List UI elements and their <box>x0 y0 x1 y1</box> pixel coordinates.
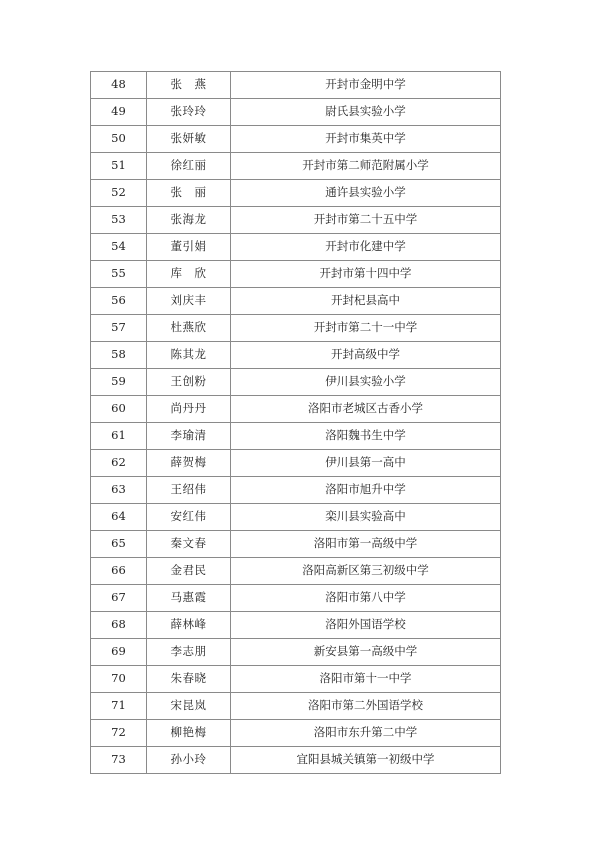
person-name: 李瑜清 <box>147 423 231 450</box>
row-number: 71 <box>91 693 147 720</box>
table-row <box>91 342 501 369</box>
table-row <box>91 153 501 180</box>
table-row <box>91 423 501 450</box>
school-name: 洛阳市第八中学 <box>231 585 501 612</box>
table-row <box>91 477 501 504</box>
table-row <box>91 504 501 531</box>
school-name: 通许县实验小学 <box>231 180 501 207</box>
person-name: 马惠霞 <box>147 585 231 612</box>
school-name: 洛阳市第二外国语学校 <box>231 693 501 720</box>
roster-sheet <box>90 71 500 774</box>
roster-table-body <box>91 72 501 774</box>
table-row <box>91 450 501 477</box>
table-row <box>91 396 501 423</box>
school-name: 洛阳高新区第三初级中学 <box>231 558 501 585</box>
table-row <box>91 693 501 720</box>
row-number: 50 <box>91 126 147 153</box>
row-number: 59 <box>91 369 147 396</box>
table-row <box>91 207 501 234</box>
table-row <box>91 612 501 639</box>
table-row <box>91 720 501 747</box>
school-name: 洛阳市东升第二中学 <box>231 720 501 747</box>
school-name: 栾川县实验高中 <box>231 504 501 531</box>
table-row <box>91 288 501 315</box>
row-number: 63 <box>91 477 147 504</box>
row-number: 55 <box>91 261 147 288</box>
row-number: 69 <box>91 639 147 666</box>
row-number: 57 <box>91 315 147 342</box>
row-number: 58 <box>91 342 147 369</box>
table-row <box>91 180 501 207</box>
school-name: 开封市金明中学 <box>231 72 501 99</box>
school-name: 洛阳外国语学校 <box>231 612 501 639</box>
person-name: 柳艳梅 <box>147 720 231 747</box>
table-row <box>91 234 501 261</box>
person-name: 朱春晓 <box>147 666 231 693</box>
school-name: 伊川县第一高中 <box>231 450 501 477</box>
person-name: 尚丹丹 <box>147 396 231 423</box>
row-number: 54 <box>91 234 147 261</box>
person-name: 金君民 <box>147 558 231 585</box>
row-number: 70 <box>91 666 147 693</box>
school-name: 伊川县实验小学 <box>231 369 501 396</box>
person-name: 张海龙 <box>147 207 231 234</box>
table-row <box>91 126 501 153</box>
school-name: 尉氏县实验小学 <box>231 99 501 126</box>
person-name: 宋昆岚 <box>147 693 231 720</box>
school-name: 洛阳市老城区古香小学 <box>231 396 501 423</box>
row-number: 67 <box>91 585 147 612</box>
table-row <box>91 639 501 666</box>
table-row <box>91 315 501 342</box>
table-row <box>91 666 501 693</box>
person-name: 秦文春 <box>147 531 231 558</box>
school-name: 洛阳市旭升中学 <box>231 477 501 504</box>
school-name: 开封市集英中学 <box>231 126 501 153</box>
school-name: 开封市第十四中学 <box>231 261 501 288</box>
row-number: 52 <box>91 180 147 207</box>
person-name: 陈其龙 <box>147 342 231 369</box>
row-number: 51 <box>91 153 147 180</box>
person-name: 张 燕 <box>147 72 231 99</box>
person-name: 李志朋 <box>147 639 231 666</box>
table-row <box>91 585 501 612</box>
person-name: 薛贺梅 <box>147 450 231 477</box>
person-name: 杜燕欣 <box>147 315 231 342</box>
roster-table <box>90 71 501 774</box>
row-number: 64 <box>91 504 147 531</box>
row-number: 56 <box>91 288 147 315</box>
school-name: 开封高级中学 <box>231 342 501 369</box>
row-number: 61 <box>91 423 147 450</box>
school-name: 宜阳县城关镇第一初级中学 <box>231 747 501 774</box>
person-name: 安红伟 <box>147 504 231 531</box>
row-number: 53 <box>91 207 147 234</box>
person-name: 库 欣 <box>147 261 231 288</box>
row-number: 49 <box>91 99 147 126</box>
row-number: 62 <box>91 450 147 477</box>
person-name: 刘庆丰 <box>147 288 231 315</box>
person-name: 张玲玲 <box>147 99 231 126</box>
row-number: 66 <box>91 558 147 585</box>
row-number: 72 <box>91 720 147 747</box>
person-name: 张 丽 <box>147 180 231 207</box>
school-name: 开封杞县高中 <box>231 288 501 315</box>
table-row <box>91 747 501 774</box>
school-name: 开封市化建中学 <box>231 234 501 261</box>
table-row <box>91 72 501 99</box>
table-row <box>91 531 501 558</box>
school-name: 新安县第一高级中学 <box>231 639 501 666</box>
school-name: 开封市第二十五中学 <box>231 207 501 234</box>
table-row <box>91 261 501 288</box>
school-name: 开封市第二师范附属小学 <box>231 153 501 180</box>
person-name: 薛林峰 <box>147 612 231 639</box>
school-name: 洛阳市第十一中学 <box>231 666 501 693</box>
person-name: 王绍伟 <box>147 477 231 504</box>
row-number: 60 <box>91 396 147 423</box>
person-name: 徐红丽 <box>147 153 231 180</box>
table-row <box>91 369 501 396</box>
person-name: 王创粉 <box>147 369 231 396</box>
school-name: 洛阳市第一高级中学 <box>231 531 501 558</box>
person-name: 张妍敏 <box>147 126 231 153</box>
row-number: 68 <box>91 612 147 639</box>
person-name: 孙小玲 <box>147 747 231 774</box>
row-number: 65 <box>91 531 147 558</box>
person-name: 董引娟 <box>147 234 231 261</box>
row-number: 48 <box>91 72 147 99</box>
table-row <box>91 558 501 585</box>
school-name: 开封市第二十一中学 <box>231 315 501 342</box>
table-row <box>91 99 501 126</box>
school-name: 洛阳魏书生中学 <box>231 423 501 450</box>
row-number: 73 <box>91 747 147 774</box>
